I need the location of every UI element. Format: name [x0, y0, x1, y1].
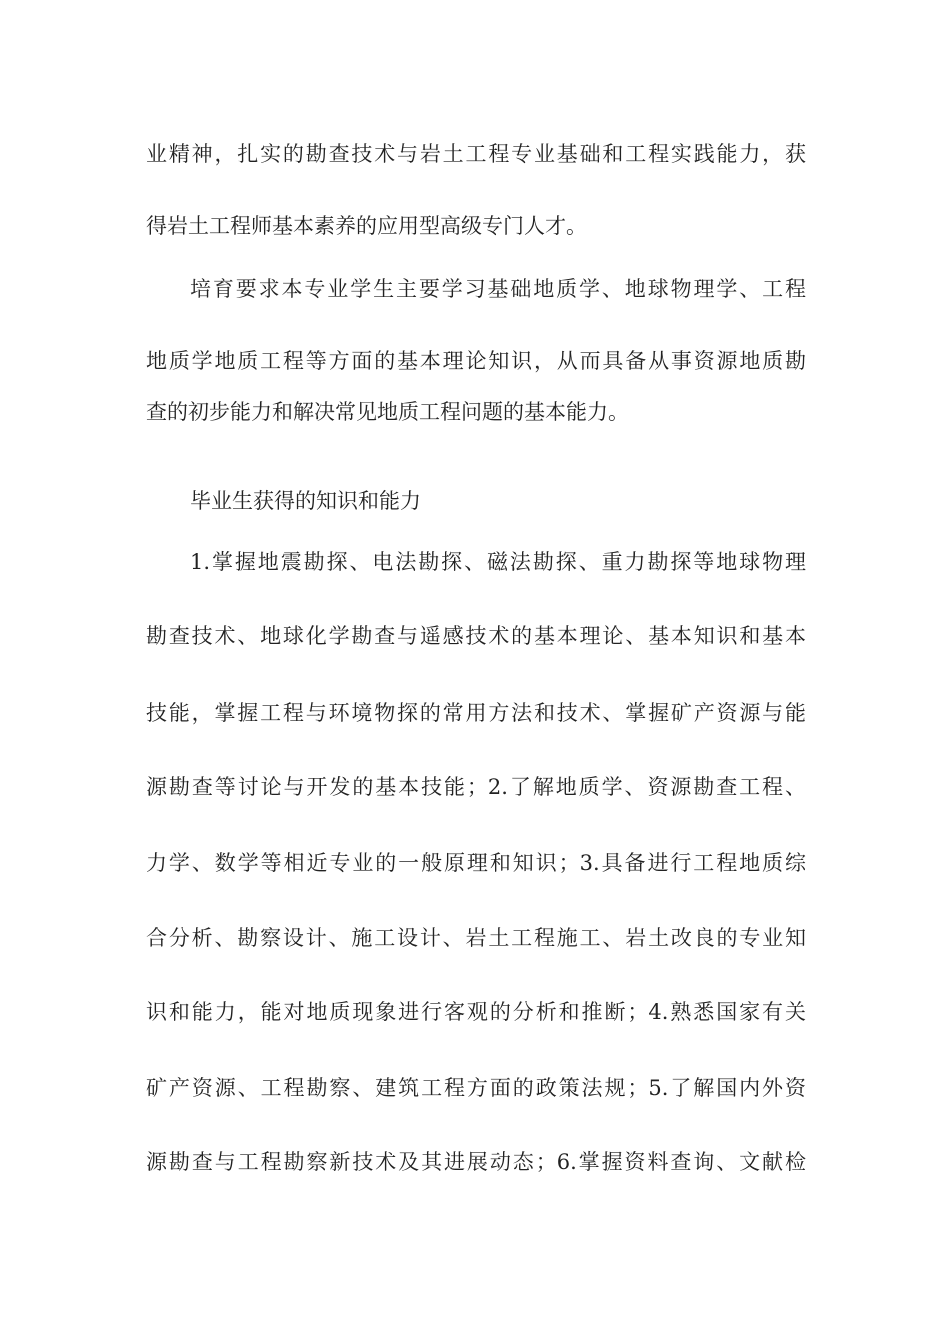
paragraph-line: 识和能力，能对地质现象进行客观的分析和推断；4.熟悉国家有关: [146, 1000, 806, 1024]
section-heading: 毕业生获得的知识和能力: [190, 489, 421, 513]
paragraph-line: 培育要求本专业学生主要学习基础地质学、地球物理学、工程: [190, 277, 806, 301]
paragraph-line: 技能，掌握工程与环境物探的常用方法和技术、掌握矿产资源与能: [146, 701, 806, 725]
paragraph-line: 力学、数学等相近专业的一般原理和知识；3.具备进行工程地质综: [146, 851, 806, 875]
paragraph-line: 矿产资源、工程勘察、建筑工程方面的政策法规；5.了解国内外资: [146, 1076, 806, 1100]
paragraph-line: 源勘查与工程勘察新技术及其进展动态；6.掌握资料查询、文献检: [146, 1150, 806, 1174]
paragraph-line: 合分析、勘察设计、施工设计、岩土工程施工、岩土改良的专业知: [146, 926, 806, 950]
paragraph-line: 查的初步能力和解决常见地质工程问题的基本能力。: [146, 400, 629, 424]
paragraph-line: 源勘查等讨论与开发的基本技能；2.了解地质学、资源勘查工程、: [146, 775, 806, 799]
paragraph-line: 地质学地质工程等方面的基本理论知识，从而具备从事资源地质勘: [146, 349, 806, 373]
paragraph-line: 得岩土工程师基本素养的应用型高级专门人才。: [146, 214, 587, 238]
paragraph-line: 1.掌握地震勘探、电法勘探、磁法勘探、重力勘探等地球物理: [190, 550, 806, 574]
paragraph-line: 勘查技术、地球化学勘查与遥感技术的基本理论、基本知识和基本: [146, 624, 806, 648]
paragraph-line: 业精神，扎实的勘查技术与岩土工程专业基础和工程实践能力，获: [146, 142, 806, 166]
